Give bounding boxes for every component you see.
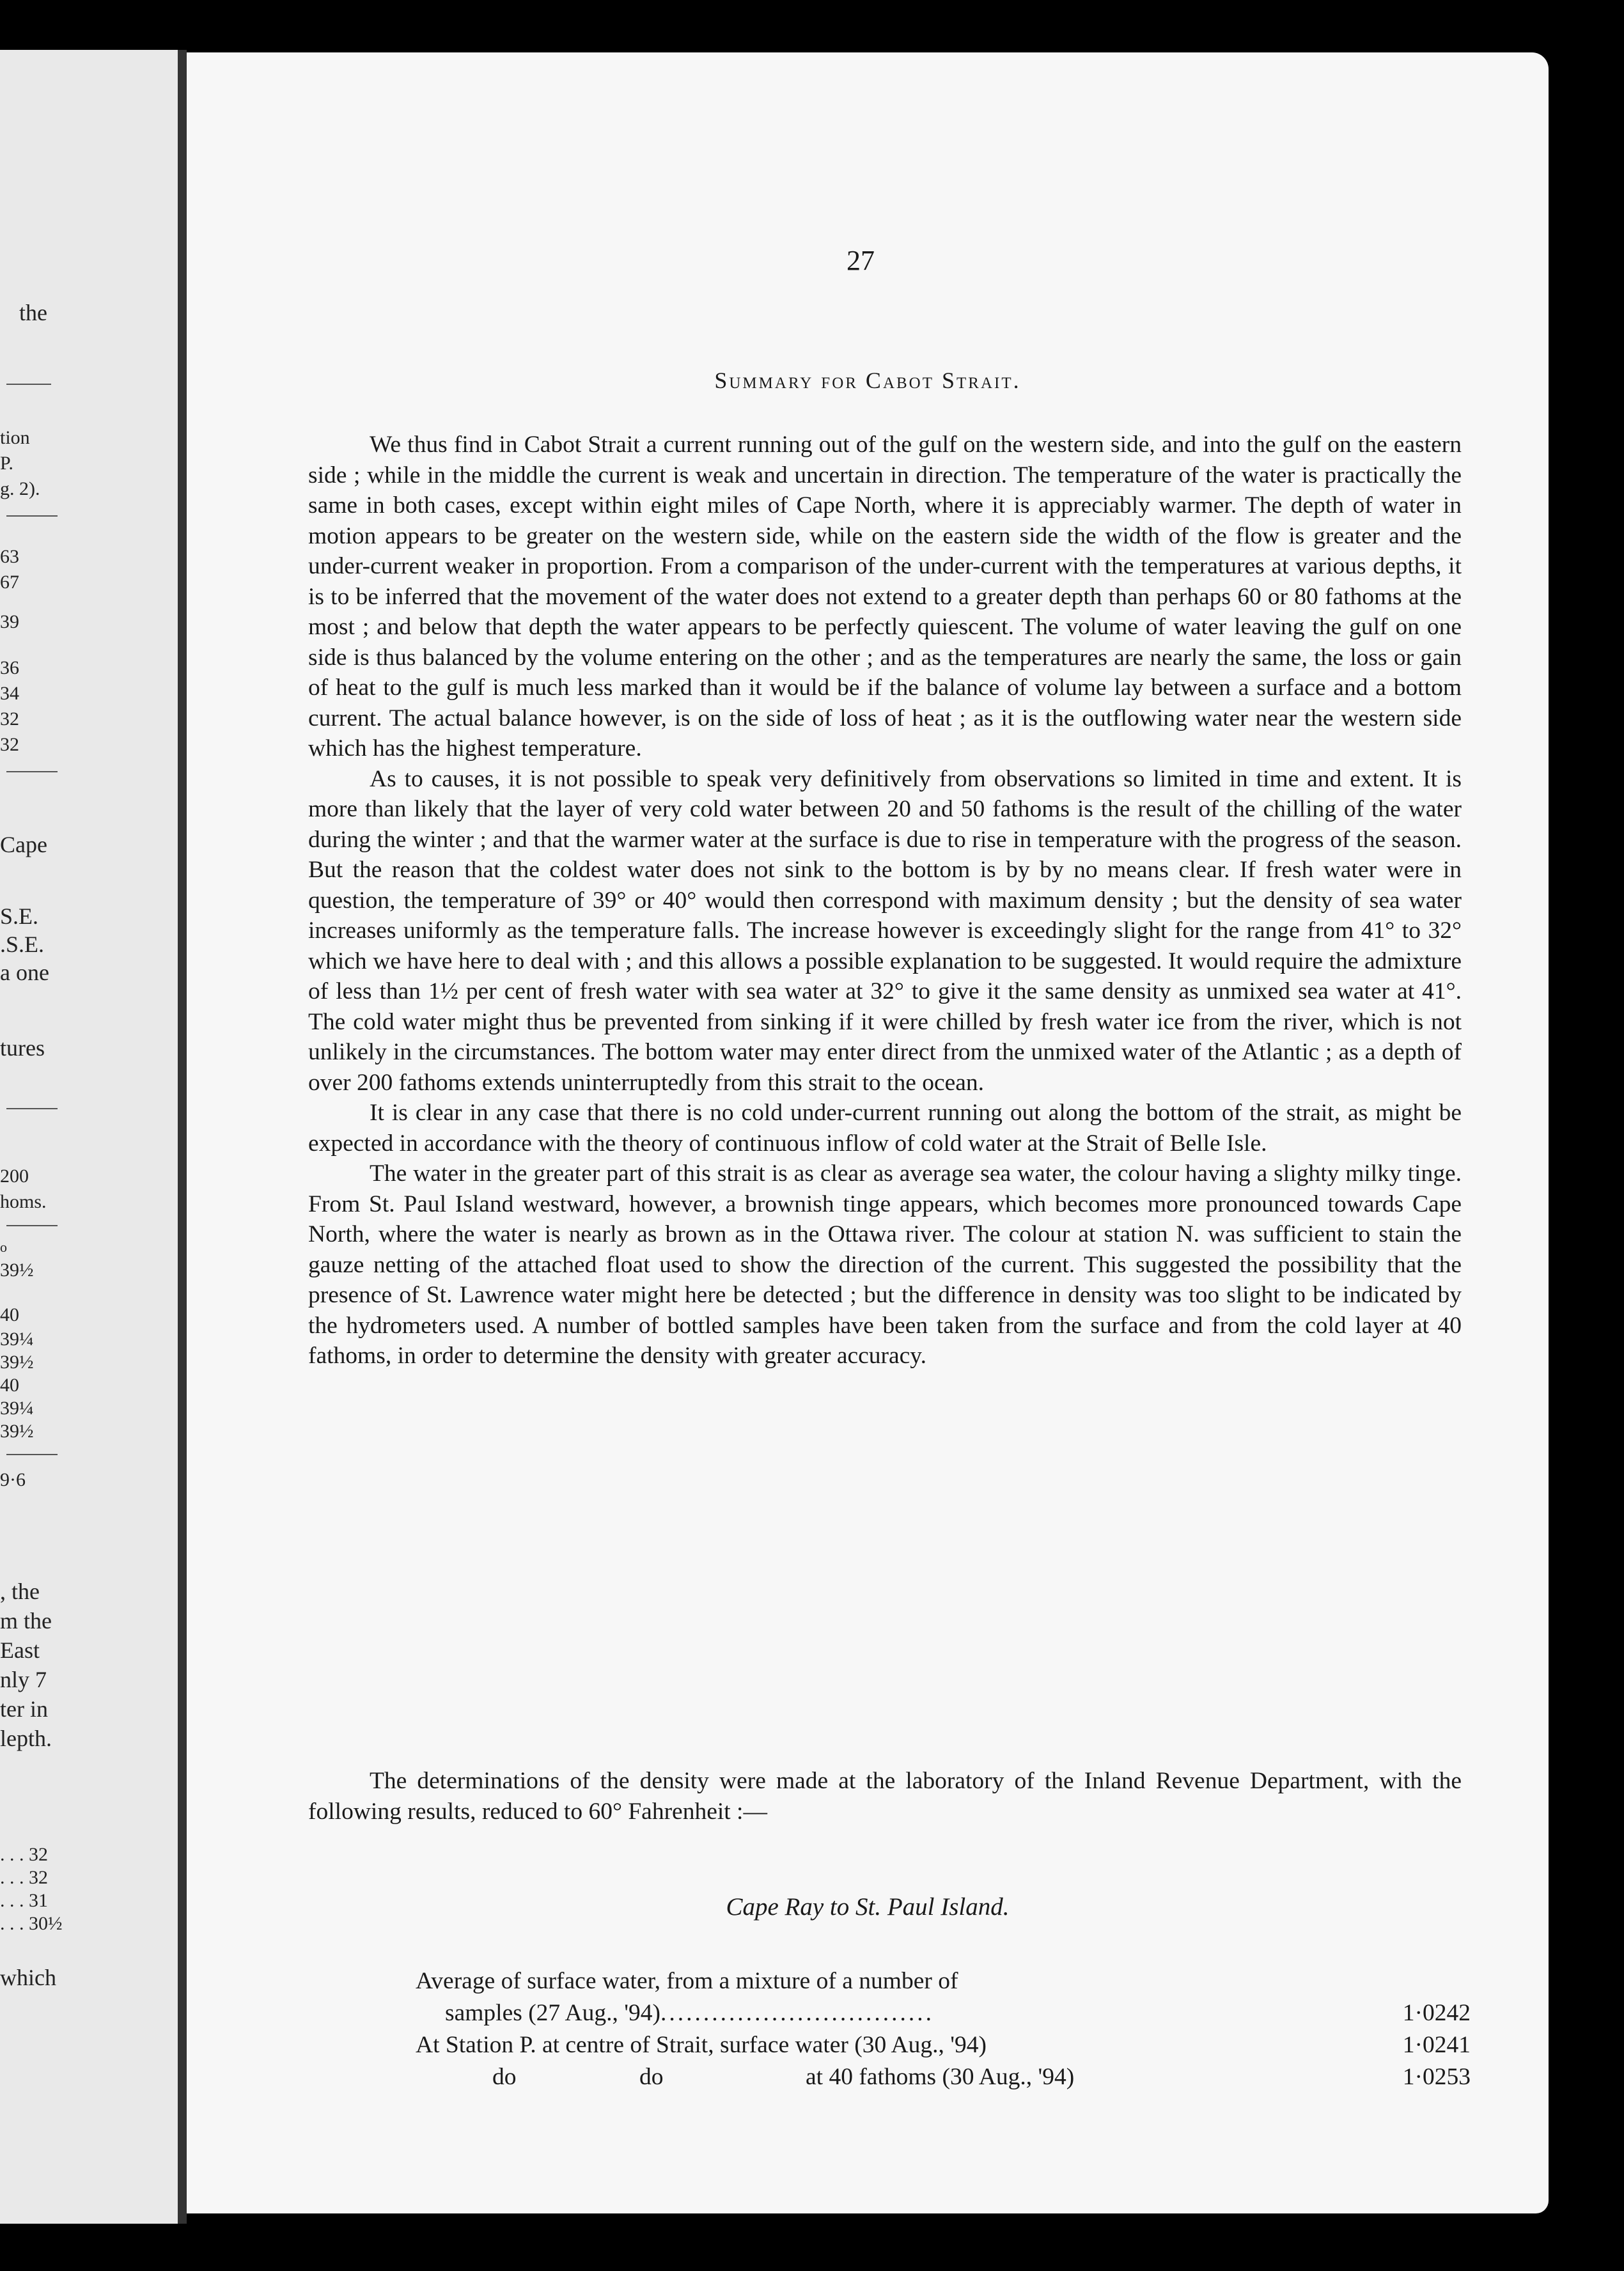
dot-leader: ................................ — [660, 2000, 934, 2026]
left-fragment: m the — [0, 1608, 52, 1634]
left-fragment: .S.E. — [0, 932, 45, 957]
left-fragment: a one — [0, 960, 49, 985]
body-text — [308, 430, 1462, 1371]
left-fragment: 39¼ — [0, 1329, 34, 1350]
determinations-paragraph: The determinations of the density were made at the laboratory of the Inland Revenue Department, with the following results, reduced to 60° Fahrenheit :— — [308, 1768, 1462, 1825]
left-fragment: East — [0, 1637, 40, 1663]
left-fragment: 39½ — [0, 1260, 34, 1281]
paragraph: It is clear in any case that there is no cold under-current running out along the bottom of the strait, as might be expected in accordance with the theory of continuous inflow of cold water at the Strait of Belle Isle. — [308, 1100, 1462, 1157]
left-fragment: 67 — [0, 572, 19, 593]
results-description: at 40 fathoms (30 Aug., '94) — [806, 2064, 1075, 2090]
left-fragment: 32 — [0, 734, 19, 755]
left-fragment: 9·6 — [0, 1469, 26, 1490]
left-fragment: 32 — [0, 708, 19, 730]
ditto-mark: do — [639, 2064, 664, 2090]
left-fragment: P. — [0, 453, 13, 474]
left-rule — [6, 515, 58, 517]
left-fragment: lepth. — [0, 1726, 52, 1751]
document-page — [187, 52, 1549, 2213]
results-value: 1·0253 — [1402, 2064, 1471, 2090]
table-subheading: Cape Ray to St. Paul Island. — [726, 1893, 1010, 1921]
left-fragment: . . . 31 — [0, 1890, 48, 1911]
left-fragment: . . . 30½ — [0, 1913, 63, 1934]
left-rule — [6, 1108, 58, 1109]
left-rule — [6, 1225, 58, 1226]
left-fragment: 39¼ — [0, 1398, 34, 1419]
left-fragment: S.E. — [0, 903, 39, 929]
ditto-mark: do — [492, 2064, 517, 2090]
results-row — [416, 2029, 1471, 2061]
left-rule — [6, 771, 58, 772]
left-fragment: 39 — [0, 611, 19, 632]
left-rule — [6, 1454, 58, 1455]
left-fragment: 63 — [0, 546, 19, 567]
left-fragment: 40 — [0, 1375, 19, 1396]
results-row — [416, 1997, 1471, 2029]
left-fragment: , the — [0, 1579, 40, 1604]
section-heading: Summary for Cabot Strait. — [714, 368, 1021, 393]
left-rule — [6, 384, 51, 385]
book-gutter — [178, 50, 187, 2224]
results-row — [416, 2061, 1471, 2093]
left-fragment: . . . 32 — [0, 1844, 48, 1865]
left-fragment: 200 — [0, 1166, 29, 1187]
left-fragment: tures — [0, 1035, 45, 1061]
results-description: samples (27 Aug., '94) — [445, 2000, 660, 2026]
results-value: 1·0242 — [1402, 2000, 1471, 2026]
left-fragment: g. 2). — [0, 478, 40, 499]
results-table — [416, 1965, 1471, 2093]
left-fragment: 34 — [0, 683, 19, 704]
page-number: 27 — [847, 245, 875, 276]
left-fragment: which — [0, 1965, 56, 1990]
results-description: At Station P. at centre of Strait, surface water (30 Aug., '94) — [416, 2032, 987, 2058]
left-fragment: ter in — [0, 1696, 48, 1722]
left-fragment: 39½ — [0, 1352, 34, 1373]
left-fragment: the — [19, 300, 47, 325]
left-fragment: 36 — [0, 657, 19, 678]
paragraph: We thus find in Cabot Strait a current running out of the gulf on the western side, and into the gulf on the eastern side ; while in the middle the current is weak and uncertain in direction. The temperature of the water is practically the same in both cases, except within eight miles of Cape North, where it is appreciably warmer. The depth of water in motion appears to be greater on the western side, while on the eastern side the width of the flow is greater and the under-current weaker in proportion. From a comparison of the under-current with the temperatures at various depths, it is to be inferred that the movement of the water does not extend to a greater depth than perhaps 60 or 80 fathoms at the most ; and below that depth the water appears to be perfectly quiescent. The volume of water leaving the gulf on one side is thus balanced by the volume entering on the other ; and as the temperatures are nearly the same, the loss or gain of heat to the gulf is much less marked than it would be if the balance of volume lay between a surface and a bottom current. The actual balance however, is on the side of loss of heat ; as it is the outflowing water near the western side which has the highest temperature. — [308, 432, 1462, 761]
left-fragment: Cape — [0, 832, 47, 857]
left-fragment: tion — [0, 427, 30, 448]
results-value: 1·0241 — [1402, 2032, 1471, 2058]
adjacent-page-strip — [0, 50, 178, 2224]
left-fragment: 40 — [0, 1304, 19, 1325]
left-fragment: o — [0, 1239, 7, 1255]
paragraph: As to causes, it is not possible to speak very definitively from observations so limited in time and extent. It is more than likely that the layer of very cold water between 20 and 50 fathoms is the result of the chilling of the water during the winter ; and that the warmer water at the surface is due to rise in temperature with the progress of the season. But the reason that the coldest water does not sink to the bottom is by by no means clear. If fresh water were in question, the temperature of 39° or 40° would then correspond with maximum density ; but the density of sea water increases uniformly as the temperature falls. The increase however is exceedingly slight for the range from 41° to 32° which we have here to deal with ; and this allows a possible explanation to be suggested. It would require the admixture of less than 1½ per cent of fresh water with sea water at 32° to give it the same density as unmixed sea water at 41°. The cold water might thus be prevented from sinking if it were chilled by fresh water ice from the river, which is not unlikely in the circumstances. The bottom water may enter direct from the unmixed water of the Atlantic ; as a depth of over 200 fathoms extends uninterruptedly from this strait to the ocean. — [308, 765, 1462, 1096]
left-fragment: . . . 32 — [0, 1867, 48, 1888]
results-row — [416, 1965, 1471, 1997]
results-description: Average of surface water, from a mixture of a number of — [416, 1968, 958, 1994]
left-fragment: nly 7 — [0, 1667, 47, 1692]
paragraph: The water in the greater part of this strait is as clear as average sea water, the colour having a slighty milky tinge. From St. Paul Island westward, however, a brownish tinge appears, which becomes more pronounced towards Cape North, where the water is nearly as brown as in the Ottawa river. The colour at station N. was sufficient to stain the gauze netting of the attached float used to show the direction of the current. This suggested the possibility that the presence of St. Lawrence water might here be detected ; but the difference in density was too slight to be indicated by the hydrometers used. A number of bottled samples have been taken from the surface and from the cold layer at 40 fathoms, in order to determine the density with greater accuracy. — [308, 1160, 1462, 1369]
left-fragment: 39½ — [0, 1421, 34, 1442]
left-fragment: homs. — [0, 1191, 47, 1212]
